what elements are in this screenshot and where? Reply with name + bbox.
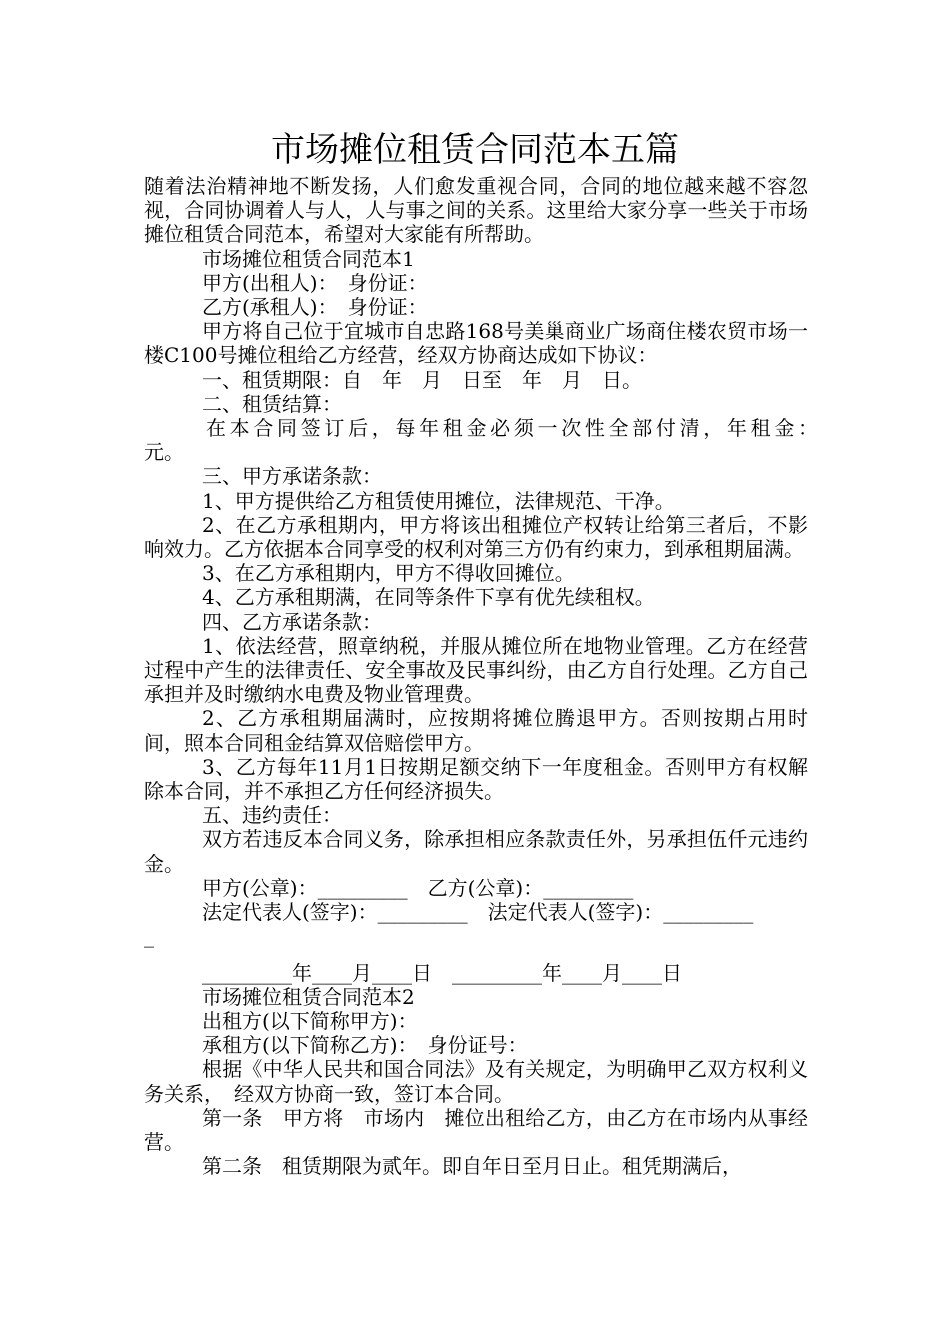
contract2-preamble: 根据《中华人民共和国合同法》及有关规定，为明确甲乙双方权利义务关系， 经双方协商一致，签订本合同。 xyxy=(144,1057,808,1106)
contract1-section-2-text: 在本合同签订后，每年租金必须一次性全部付清，年租金： 元。 xyxy=(144,416,868,465)
signature-gap xyxy=(144,949,808,961)
contract2-lessor: 出租方(以下简称甲方)： xyxy=(202,1008,418,1033)
contract1-section-4-item-3: 3、乙方每年11月1日按期足额交纳下一年度租金。否则甲方有权解除本合同，并不承担乙方任何经济损失。 xyxy=(144,754,808,804)
intro-paragraph: 随着法治精神地不断发扬，人们愈发重视合同，合同的地位越来越不容忽视，合同协调着人与人，人与事之间的关系。这里给大家分享一些关于市场摊位租赁合同范本，希望对大家能有所帮助。 xyxy=(144,174,808,247)
contract1-section-1: 一、租赁期限：自 年 月 日至 年 月 日。 xyxy=(202,367,642,392)
contract1-section-4-item-1: 1、依法经营，照章纳税，并服从摊位所在地物业管理。乙方在经营过程中产生的法律责任、安全事故及民事纠纷，由乙方自行处理。乙方自己承担并及时缴纳水电费及物业管理费。 xyxy=(144,633,808,707)
signature-representative-overflow: _ xyxy=(144,924,154,949)
contract1-heading: 市场摊位租赁合同范本1 xyxy=(202,246,415,271)
contract2-article-1: 第一条 甲方将 市场内 摊位出租给乙方，由乙方在市场内从事经营。 xyxy=(144,1105,808,1154)
contract1-section-5-text: 双方若违反本合同义务，除承担相应条款责任外，另承担伍仟元违约金。 xyxy=(144,827,808,876)
signature-date-line: _________年____月____日 _________年____月____日 xyxy=(202,960,682,985)
contract1-section-3-item-2: 2、在乙方承租期内，甲方将该出租摊位产权转让给第三者后，不影响效力。乙方依据本合同享受的权利对第三方仍有约束力，到承租期届满。 xyxy=(144,512,808,562)
contract2-article-2: 第二条 租赁期限为贰年。即自年日至月日止。租凭期满后， xyxy=(202,1154,742,1179)
contract1-section-4-item-2: 2、乙方承租期届满时，应按期将摊位腾退甲方。否则按期占用时间，照本合同租金结算双倍赔偿甲方。 xyxy=(144,706,808,755)
contract1-preamble: 甲方将自己位于宜城市自忠路168号美巢商业广场商住楼农贸市场一楼C100号摊位租给乙方经营，经双方协商达成如下协议： xyxy=(144,319,808,368)
signature-seal-line: 甲方(公章)：_________ 乙方(公章)：_________ xyxy=(202,875,634,900)
contract1-party-b: 乙方(承租人)： 身份证： xyxy=(202,295,428,320)
contract1-section-3-item-1: 1、甲方提供给乙方租赁使用摊位，法律规范、干净。 xyxy=(202,488,675,513)
contract1-section-3: 三、甲方承诺条款： xyxy=(202,464,382,489)
contract2-lessee: 承租方(以下简称乙方)： 身份证号： xyxy=(202,1033,528,1058)
contract1-section-3-item-3: 3、在乙方承租期内，甲方不得收回摊位。 xyxy=(202,561,575,586)
contract2-heading: 市场摊位租赁合同范本2 xyxy=(202,984,415,1009)
contract1-section-3-item-4: 4、乙方承租期满，在同等条件下享有优先续租权。 xyxy=(202,585,655,610)
signature-representative-line: 法定代表人(签字)：_________ 法定代表人(签字)：_________ xyxy=(202,900,754,925)
contract1-section-2: 二、租赁结算： xyxy=(202,391,342,416)
document-body xyxy=(144,174,868,1179)
contract1-section-5: 五、违约责任： xyxy=(202,803,342,828)
document-title: 市场摊位租赁合同范本五篇 xyxy=(271,130,679,170)
contract1-section-4: 四、乙方承诺条款： xyxy=(202,609,382,634)
contract1-party-a: 甲方(出租人)： 身份证： xyxy=(202,270,428,295)
